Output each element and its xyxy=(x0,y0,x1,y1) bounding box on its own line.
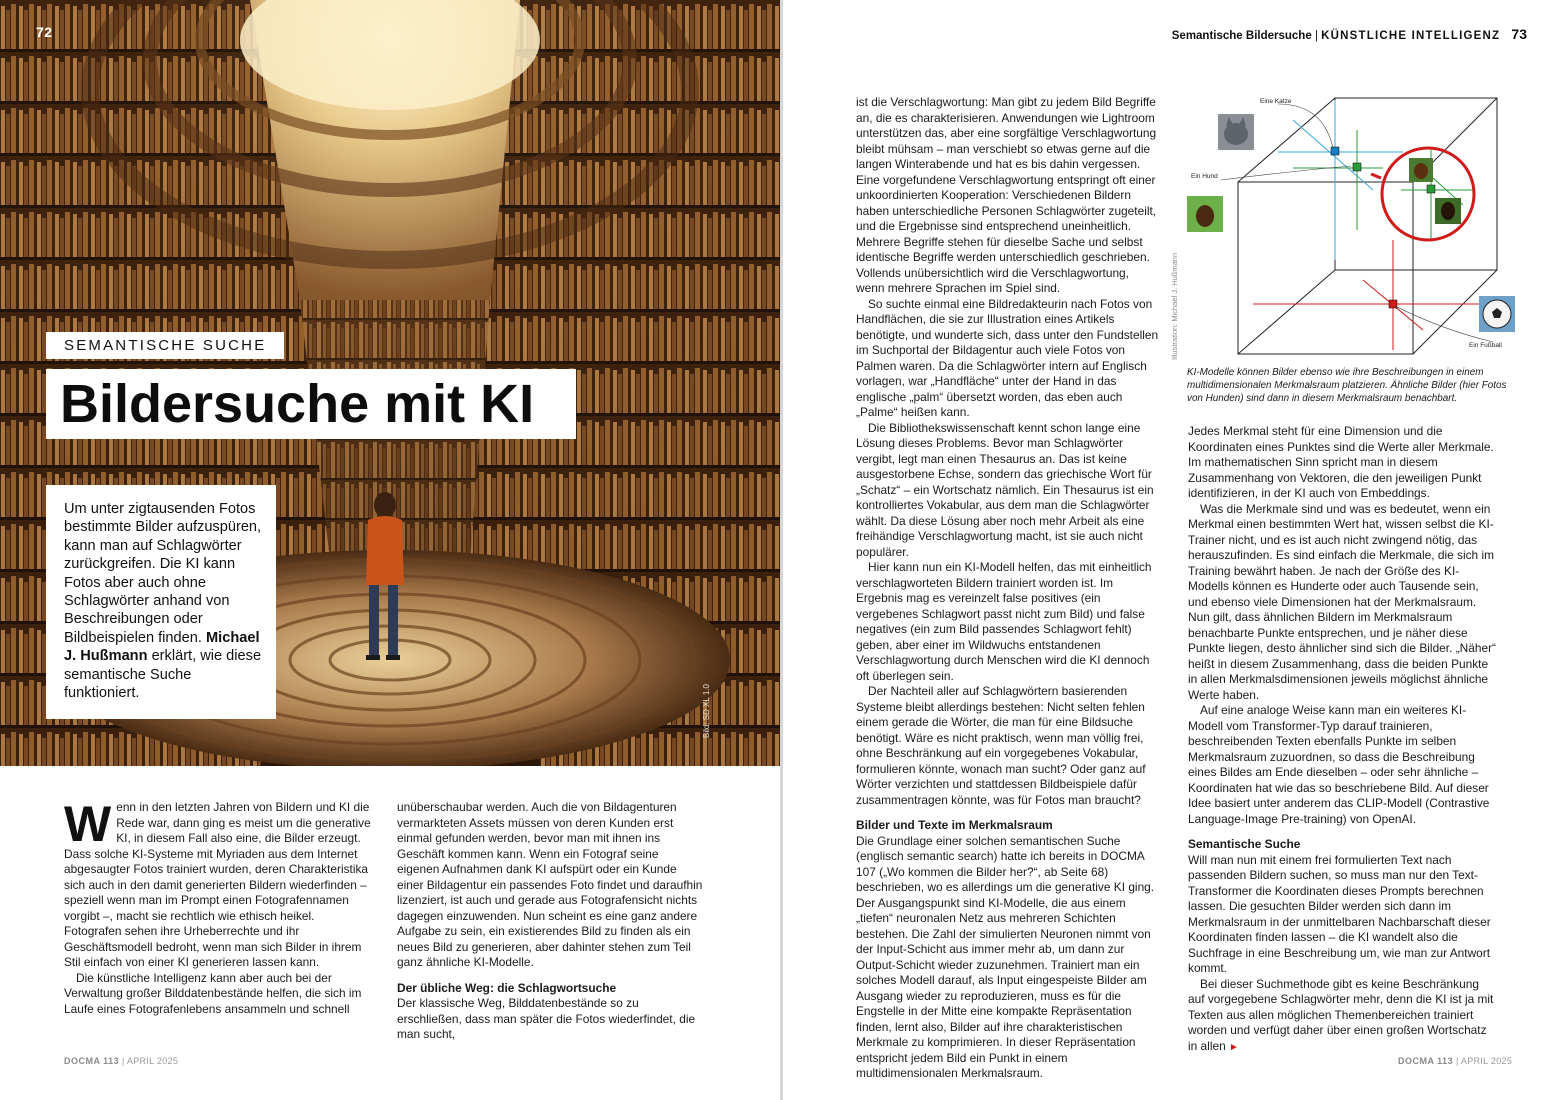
continue-arrow-icon: ► xyxy=(1229,1041,1239,1053)
figure-label-ball: Ein Fußball xyxy=(1469,342,1502,349)
running-head xyxy=(1172,26,1527,42)
running-head-section: Semantische Bildersuche xyxy=(1171,30,1312,42)
right-page xyxy=(783,0,1561,1100)
feature-space-figure xyxy=(1183,90,1533,380)
paragraph: So suchte einmal eine Bildredakteurin nach Fotos von Handflächen, die sie zur Illustration eines Artikels benötigte, und wunderte sich, dass unter den Fundstellen im Suchportal der Bildagentur auch viele Fotos von Palmen waren. Da die Schlagwörter intern auf Englisch vorlagen, war „Handfläche“ unter der Hand in das englische „palm“ übersetzt worden, das eben auch „Palme“ heißen kann. xyxy=(856,296,1159,419)
paragraph: Jedes Merkmal steht für eine Dimension und die Koordinaten eines Punktes sind die Werte aller Merkmale. Im mathematischen Sinn spricht man in diesem Zusammenhang von Vektoren, die den jeweiligen Punkt identifizieren, in der KI auch von Embeddings. xyxy=(1188,424,1494,500)
football-photo-thumbnail xyxy=(1479,296,1515,332)
paragraph: Will man nun mit einem frei formulierten Text nach passenden Bildern suchen, so muss man nur den Text-Transformer die Koordinaten dieses Prompts berechnen lassen. Die gesuchten Bilder werden sich dann im Merkmalsraum in der unmittelbaren Nachbarschaft dieser Koordinaten finden lassen – die KI wandelt also die Suchfrage in eine Beschreibung um, wie man zur Antwort kommt. xyxy=(1188,852,1491,975)
body-column-4 xyxy=(1188,424,1498,1055)
article-kicker: SEMANTISCHE SUCHE xyxy=(46,332,284,359)
hero-illustration xyxy=(0,0,780,766)
footer-magazine: DOCMA 113 xyxy=(1398,1056,1454,1066)
dog-photo-thumbnail xyxy=(1435,198,1461,224)
paragraph: Die Bibliothekswissenschaft kennt schon lange eine Lösung dieses Problems. Bevor man Schlagwörter vergibt, legt man einen Thesaurus an. Das ist keine ausgestorbene Echse, sondern das griechische Wort für „Schatz“ – ein Wortschatz nämlich. Ein Thesaurus ist ein kontrolliertes Vokabular, aus dem man die Schlagwörter wählt. Da diese Lösung aber noch mehr Arbeit als eine freihändige Verschlagwortung macht, ist sie auch nicht populärer. xyxy=(856,420,1154,559)
subheading: Semantische Suche xyxy=(1188,837,1301,851)
body-column-2 xyxy=(397,800,703,1043)
left-page xyxy=(0,0,780,1100)
cat-photo-thumbnail xyxy=(1218,114,1254,150)
paragraph: ist die Verschlagwortung: Man gibt zu jedem Bild Begriffe an, die es charakterisieren. Anwendungen wie Lightroom unterstützen das, aber eine sorgfältige Verschlagwortung bleibt mühsam – man verschiebt so etwas gerne auf die langen Winterabende und hat es bis dahin vergessen. Eine vorgefundene Verschlagwortung entspringt oft einer unkoordinierten Kooperation: Verschiedenen Bildern haben unterschiedliche Personen Schlagwörter zugeteilt, und die Ergebnisse sind entsprechend uneinheitlich. Mehrere Begriffe stehen für dieselbe Sache und selbst identische Begriffe werden unterschiedlich geschrieben. Vollends unübersichtlich wird die Verschlagwortung, wenn mehrere Sprachen im Spiel sind. xyxy=(856,95,1157,295)
teaser-author: Michael J. Hußmann xyxy=(64,629,260,665)
paragraph xyxy=(1188,977,1498,1056)
paragraph: Hier kann nun ein KI-Modell helfen, das mit einheitlich verschlagworteten Bildern trainiert worden ist. Im Ergebnis mag es vereinzelt false positives (ein vergebenes Schlagwort passt nicht zum Bild) und false negatives (ein zum Bild passendes Schlagwort fehlt) geben, aber einer im Wildwuchs entstandenen Verschlagwortung durch Menschen wird die KI dennoch oft überlegen sein. xyxy=(856,560,1152,683)
image-credit: Bild: SD XL 1.0 xyxy=(702,684,711,738)
footer-issue: | APRIL 2025 xyxy=(1453,1056,1513,1066)
page-number: 72 xyxy=(36,24,53,40)
page-footer xyxy=(64,1056,178,1066)
teaser-text: Um unter zigtausenden Fotos bestimmte Bilder aufzuspüren, kann man auf Schlagwörter zurückgreifen. Die KI kann Fotos aber auch ohne Schlagwörter anhand von Beschreibungen oder Bildbeispielen finden. xyxy=(64,501,262,646)
paragraph-text: enn in den letzten Jahren von Bildern und KI die Rede war, dann ging es meist um die generative KI, in diesem Fall also eine, die Bilder erzeugt. Dass solche KI-Systeme mit Myriaden aus dem Internet abgesaugter Fotos trainiert wurden, deren Charakteristika sich auch in den damit generierten Bildern wiederfinden – speziell wenn man im Prompt einen Fotografennamen vorgibt –, macht sie rechtlich wie ethisch heikel. Fotografen sehen ihre Urheberrechte und ihr Geschäftsmodell bedroht, wenn man sich Bilder in ihrem Stil einfach von einer KI generieren lassen kann. xyxy=(64,800,371,969)
figure-credit: Illustration: Michael J. Hußmann xyxy=(1170,252,1179,360)
running-head-separator: | xyxy=(1314,30,1322,42)
page-number: 73 xyxy=(1511,26,1527,42)
subheading: Der übliche Weg: die Schlagwortsuche xyxy=(397,980,617,995)
paragraph: Der Nachteil aller auf Schlagwörtern basierenden Systeme bleibt allerdings bestehen: Nicht selten fehlen einem gerade die Wörter, die man für eine Bildsuche benötigt. Wäre es nicht praktisch, wenn man völlig frei, ohne Beschränkung auf ein vorgegebenes Vokabular, formulieren könnte, wonach man sucht? Oder ganz auf Wörter verzichten und stattdessen Bildbeispiele dafür zusammentragen könnte, was für Fotos man braucht? xyxy=(856,684,1146,807)
teaser-tail: erklärt, wie diese semantische Suche funktioniert. xyxy=(64,648,262,702)
figure-label-dog: Ein Hund xyxy=(1191,173,1218,180)
paragraph: Die Grundlage einer solchen semantischen Suche (englisch semantic search) hatte ich bereits in DOCMA 107 („Wo kommen die Bilder her?“, ab Seite 68) beschrieben, wo es allerdings um die generative KI ging. Der Ausgangspunkt sind KI-Modelle, die aus einem „tiefen“ neuronalen Netz aus mehreren Schichten bestehen. Die Zahl der simulierten Neuronen nimmt von der Input-Schicht aus immer mehr ab, um dann zur Output-Schicht wieder zuzunehmen. Trainiert man ein solches Modell darauf, als Input eingespeiste Bilder am Ausgang wieder zu reproduzieren, muss es für die Engstelle in der Mitte eine kompakte Repräsentation finden, lernt also, Bilder auf ihre charakteristischen Merkmale zu komprimieren. In dieser Repräsentation entspricht jedem Bild ein Punkt in einem multidimensionalen Merkmalsraum. xyxy=(856,833,1155,1080)
paragraph: Auf eine analoge Weise kann man ein weiteres KI-Modell vom Transformer-Typ darauf trainieren, beschreibenden Texten ebenfalls Punkte im selben Merkmalsraum zuzuordnen, so dass die Beschreibung eines Bildes am Ende dieselben – oder sehr ähnliche – Koordinaten hat wie das so beschriebene Bild. Auf dieser Idee basiert unter anderem das CLIP-Modell (Contrastive Language-Image Pre-training) von OpenAI. xyxy=(1188,703,1490,826)
drop-cap: W xyxy=(64,796,112,852)
paragraph: Der klassische Weg, Bilddatenbestände so zu erschließen, dass man später die Fotos wiederfindet, die man sucht, xyxy=(397,996,696,1041)
footer-issue: | APRIL 2025 xyxy=(119,1056,179,1066)
page-footer xyxy=(1398,1056,1512,1066)
article-teaser xyxy=(46,485,276,719)
figure-caption: KI-Modelle können Bilder ebenso wie ihre Beschreibungen in einem multidimensionalen Merkmalsraum platzieren. Ähnliche Bilder (hier Fotos von Hunden) sind dann in diesem Merkmalsraum benachbart. xyxy=(1187,367,1507,405)
paragraph: Die künstliche Intelligenz kann aber auch bei der Verwaltung großer Bilddatenbestände helfen, die sich im Laufe eines Fotografenlebens ansammeln und schnell xyxy=(64,970,362,1016)
footer-magazine: DOCMA 113 xyxy=(64,1056,120,1066)
running-head-department: KÜNSTLICHE INTELLIGENZ xyxy=(1321,30,1501,42)
paragraph: Was die Merkmale sind und was es bedeutet, wenn ein Merkmal einen bestimmten Wert hat, wissen selbst die KI-Trainer nicht, und es ist auch nicht zwingend nötig, das herauszufinden. Es sind einfach die Merkmale, die sich im Training bewährt haben. Je nach der Größe des KI-Modells können es Hunderte oder auch Tausende sein, und ebenso viele Dimensionen hat der Merkmalsraum. Nun gilt, dass ähnlichen Bildern im Merkmalsraum benachbarte Punkte entsprechen, und je näher diese Punkte liegen, desto ähnlicher sind sich die Bilder. „Näher“ heißt in diesem Zusammenhang, dass die beiden Punkte in allen Merkmalsdimensionen jeweils möglichst ähnliche Werte haben. xyxy=(1188,501,1497,702)
body-column-3 xyxy=(856,95,1160,1082)
dog-photo-thumbnail xyxy=(1187,196,1223,232)
paragraph: unüberschaubar werden. Auch die von Bildagenturen vermarkteten Assets müssen von deren Kunden erst einmal gefunden werden, bevor man mit ihnen ins Geschäft kommen kann. Wenn ein Fotograf seine eigenen Aufnahmen dank KI aufspürt oder ein Kunde einer Bildagentur ein passendes Foto findet und daraufhin lizenziert, ist auch und gerade aus Fotografensicht nichts dagegen einzuwenden. Nun scheint es eine ganz andere Aufgabe zu sein, ein existierendes Bild zu finden als ein neues Bild zu generieren, aber dahinter stehen zum Teil ganz ähnliche KI-Modelle. xyxy=(397,800,703,969)
subheading: Bilder und Texte im Merkmalsraum xyxy=(856,818,1053,832)
article-headline: Bildersuche mit KI xyxy=(46,369,576,439)
figure-label-cat: Eine Katze xyxy=(1260,98,1292,105)
dog-photo-thumbnail xyxy=(1409,158,1433,182)
paragraph-text: Bei dieser Suchmethode gibt es keine Beschränkung auf vorgegebene Schlagwörter mehr, denn die KI ist ja mit Texten aus allen möglichen Themenbereichen trainiert worden und verfügt daher über einen großen Wortschatz in allen xyxy=(1188,976,1494,1053)
body-column-1 xyxy=(64,796,372,1017)
intro-paragraph xyxy=(64,796,372,971)
